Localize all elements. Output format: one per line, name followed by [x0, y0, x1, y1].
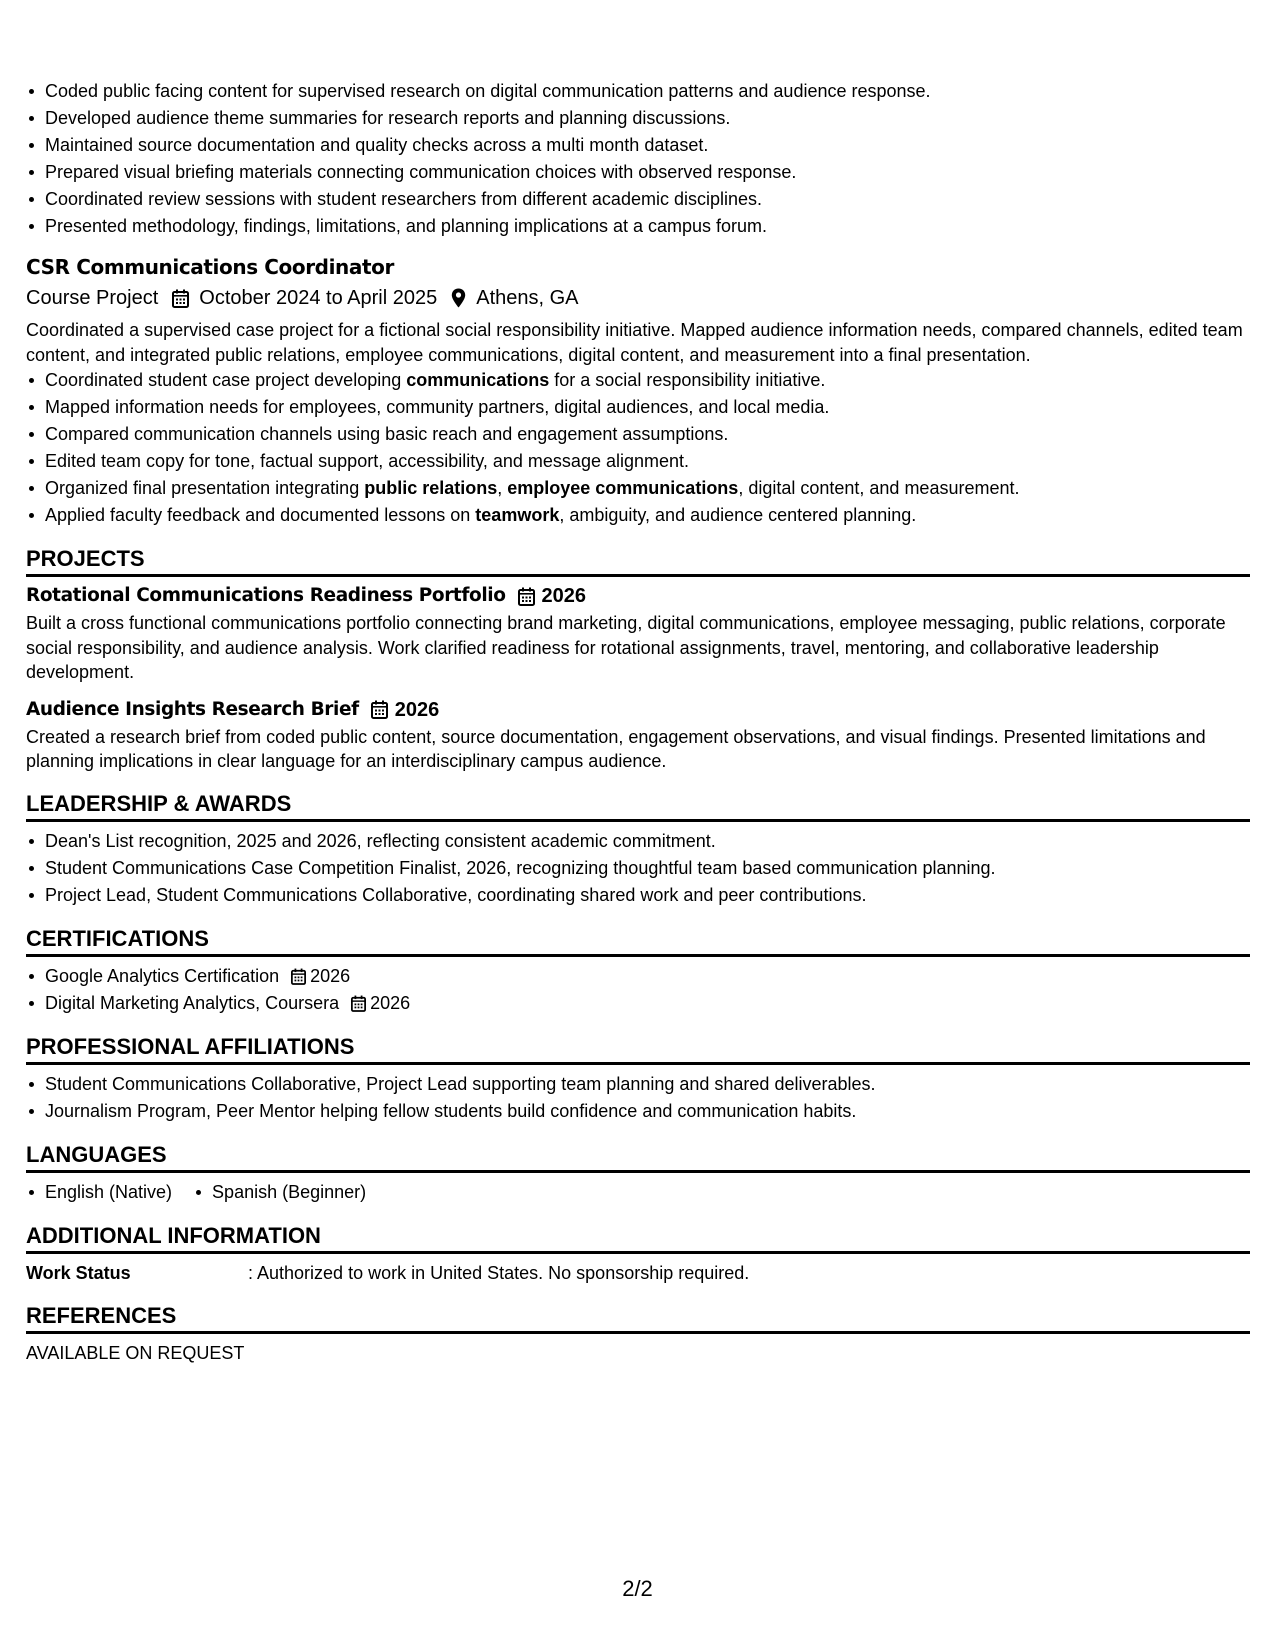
section-heading-certifications: CERTIFICATIONS: [26, 925, 1250, 957]
certification-name: Google Analytics Certification: [45, 965, 280, 986]
certifications-list: [26, 963, 1250, 1017]
project-title: Audience Insights Research Brief: [26, 698, 359, 720]
job-organization: Course Project: [26, 287, 159, 309]
calendar-icon: [172, 289, 189, 308]
list-item: Organized final presentation integrating public relations, employee communications, digital content, and measurement.: [45, 475, 1250, 502]
list-item: [45, 990, 1250, 1017]
list-item: Journalism Program, Peer Mentor helping fellow students build confidence and communication habits.: [45, 1098, 1250, 1125]
list-item: Presented methodology, findings, limitations, and planning implications at a campus forum.: [45, 213, 1250, 240]
list-item: Applied faculty feedback and documented lessons on teamwork, ambiguity, and audience centered planning.: [45, 502, 1250, 529]
list-item: Spanish (Beginner): [212, 1179, 366, 1206]
work-status-row: [26, 1260, 1250, 1286]
list-item: Coded public facing content for supervised research on digital communication patterns and audience response.: [45, 78, 1250, 105]
calendar-icon: [518, 587, 535, 606]
section-heading-languages: LANGUAGES: [26, 1141, 1250, 1173]
project-description: Created a research brief from coded public content, source documentation, engagement observations, and visual findings. Presented limitations and planning implications in clear language for an interdisciplinary campus audience.: [26, 726, 1206, 771]
certification-year: 2026: [310, 965, 351, 986]
project-description: Built a cross functional communications portfolio connecting brand marketing, digital communications, employee messaging, public relations, corporate social responsibility, and audience analysis. Work clarified readiness for rotational assignments, travel, mentoring, and collaborative leadership development.: [26, 613, 1226, 682]
location-pin-icon: [451, 288, 466, 308]
list-item: Maintained source documentation and quality checks across a multi month dataset.: [45, 132, 1250, 159]
section-heading-leadership: LEADERSHIP & AWARDS: [26, 790, 1250, 822]
list-item: Student Communications Case Competition Finalist, 2026, recognizing thoughtful team based communication planning.: [45, 855, 1250, 882]
list-item: [45, 963, 1250, 990]
resume-page: [26, 78, 1250, 1366]
certification-name: Digital Marketing Analytics, Coursera: [45, 992, 340, 1013]
page-number: 2/2: [622, 1576, 653, 1601]
list-item: Dean's List recognition, 2025 and 2026, reflecting consistent academic commitment.: [45, 828, 1250, 855]
project-year: 2026: [541, 585, 587, 607]
job-bullet-list: [26, 367, 1250, 529]
calendar-icon: [371, 700, 388, 719]
job-meta: [26, 283, 1250, 313]
list-item: Prepared visual briefing materials connecting communication choices with observed response.: [45, 159, 1250, 186]
section-heading-additional-information: ADDITIONAL INFORMATION: [26, 1222, 1250, 1254]
calendar-icon: [351, 995, 366, 1012]
list-item: Edited team copy for tone, factual support, accessibility, and message alignment.: [45, 448, 1250, 475]
list-item: Coordinated review sessions with student researchers from different academic disciplines.: [45, 186, 1250, 213]
job-dates: October 2024 to April 2025: [199, 287, 438, 309]
list-item: Mapped information needs for employees, community partners, digital audiences, and local media.: [45, 394, 1250, 421]
project-item: [26, 583, 1250, 685]
section-heading-projects: PROJECTS: [26, 545, 1250, 577]
project-item: [26, 697, 1250, 774]
job-description: Coordinated a supervised case project for a fictional social responsibility initiative. Mapped audience information needs, compared channels, edited team content, and integrated public relations, employee communications, digital content, and measurement into a final presentation.: [26, 320, 1243, 365]
job-title: CSR Communications Coordinator: [26, 255, 394, 279]
list-item: Compared communication channels using basic reach and engagement assumptions.: [45, 421, 1250, 448]
certification-year: 2026: [370, 992, 411, 1013]
languages-list: [26, 1179, 1250, 1206]
list-item: Project Lead, Student Communications Collaborative, coordinating shared work and peer contributions.: [45, 882, 1250, 909]
calendar-icon: [291, 968, 306, 985]
list-item: Developed audience theme summaries for research reports and planning discussions.: [45, 105, 1250, 132]
project-title: Rotational Communications Readiness Portfolio: [26, 585, 506, 606]
research-bullet-list: [26, 78, 1250, 240]
work-status-value: : Authorized to work in United States. No sponsorship required.: [248, 1262, 750, 1283]
list-item: English (Native): [45, 1179, 172, 1206]
leadership-list: [26, 828, 1250, 909]
section-heading-affiliations: PROFESSIONAL AFFILIATIONS: [26, 1033, 1250, 1065]
list-item: Student Communications Collaborative, Project Lead supporting team planning and shared deliverables.: [45, 1071, 1250, 1098]
affiliations-list: [26, 1071, 1250, 1125]
project-year: 2026: [394, 698, 440, 721]
job-location: Athens, GA: [476, 287, 579, 309]
list-item: Coordinated student case project developing communications for a social responsibility initiative.: [45, 367, 1250, 394]
work-status-label: Work Status: [26, 1262, 131, 1283]
section-heading-references: REFERENCES: [26, 1302, 1250, 1334]
references-text: AVAILABLE ON REQUEST: [26, 1342, 245, 1363]
